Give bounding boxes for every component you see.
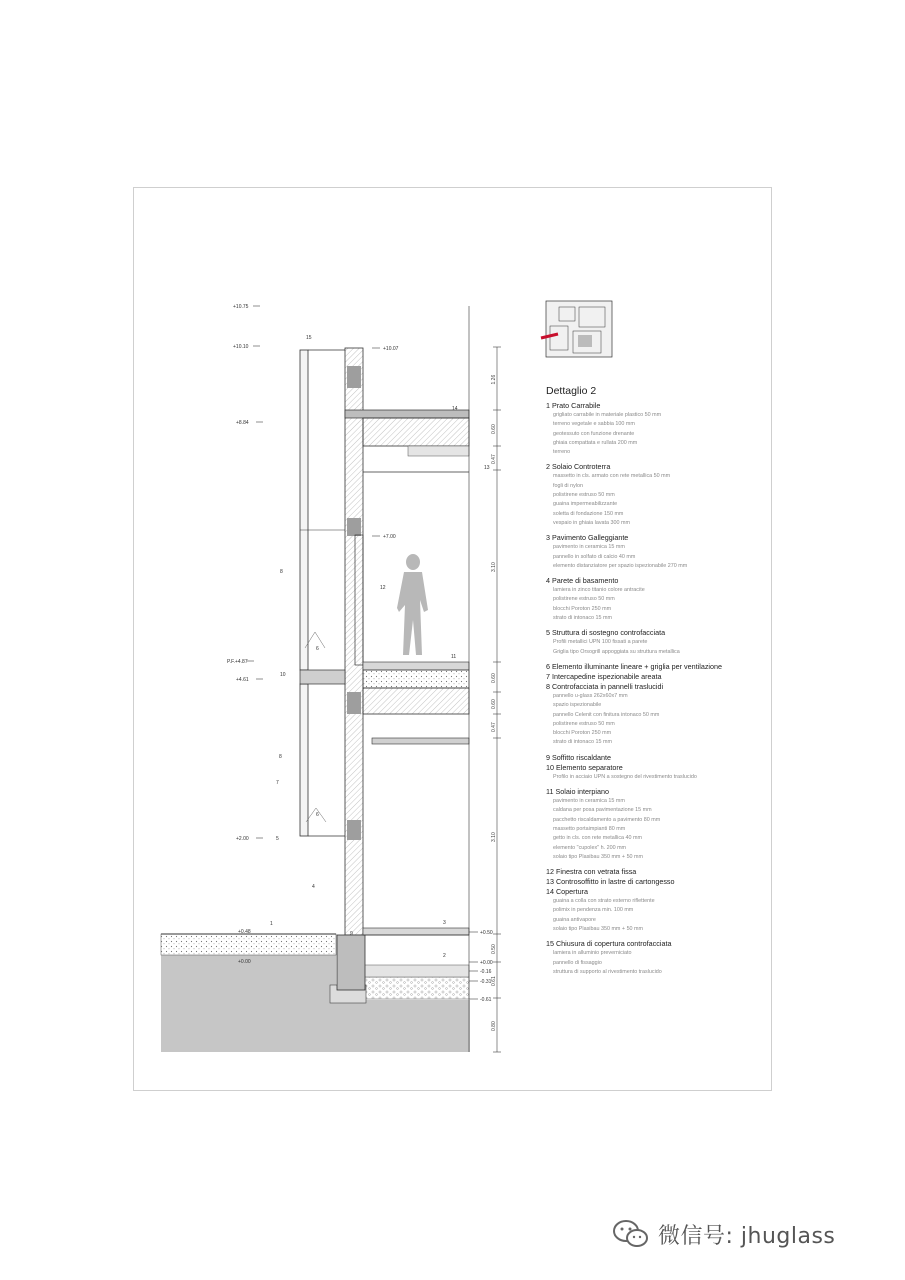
level-label: +0.48 bbox=[238, 929, 251, 935]
legend-item-detail: pavimento in ceramica 15 mm bbox=[553, 798, 625, 805]
watermark bbox=[612, 1214, 835, 1254]
legend-item-detail: massetto portaimpianti 80 mm bbox=[553, 825, 626, 832]
level-label: -0.61 bbox=[480, 997, 492, 1003]
level-label: +0.00 bbox=[238, 959, 251, 965]
level-label: -0.31 bbox=[480, 979, 492, 985]
level-label: +8.84 bbox=[236, 420, 249, 426]
legend-item bbox=[546, 401, 766, 462]
legend-item-detail: geotessuto con funzione drenante bbox=[553, 430, 635, 437]
level-label: P.F.+4.87 bbox=[227, 659, 248, 665]
level-label: +2.00 bbox=[236, 836, 249, 842]
legend-item-heading: 2 Solaio Controterra bbox=[546, 462, 611, 472]
legend-item-detail: getto in cls. con rete metallica 40 mm bbox=[553, 835, 642, 842]
legend-item-detail: terreno bbox=[553, 449, 571, 456]
callout-number: 7 bbox=[276, 780, 279, 786]
callout-number: 14 bbox=[452, 406, 458, 412]
legend bbox=[546, 385, 766, 982]
callout-number: 6 bbox=[316, 812, 319, 818]
legend-item-detail: terreno vegetale e sabbia 100 mm bbox=[553, 421, 635, 428]
legend-item-detail: ghiaia compattata e rullata 200 mm bbox=[553, 439, 638, 446]
callout-number: 6 bbox=[316, 646, 319, 652]
callout-number: 12 bbox=[380, 585, 386, 591]
legend-item-detail: massetto in cls. armato con rete metallica 50 mm bbox=[553, 473, 671, 480]
legend-item-heading: 7 Intercapedine ispezionabile areata bbox=[546, 671, 662, 681]
dimension-label: 3.10 bbox=[491, 832, 497, 842]
legend-item-detail: strato di intonaco 15 mm bbox=[553, 739, 613, 746]
wechat-icon bbox=[612, 1219, 650, 1249]
callout-number: 2 bbox=[443, 953, 446, 959]
legend-item bbox=[546, 753, 766, 763]
wall-section bbox=[337, 348, 365, 990]
legend-item-detail: elemento "cupolex" h. 200 mm bbox=[553, 844, 627, 851]
legend-item-detail: guaina impermeabilizzante bbox=[553, 501, 618, 508]
dimension-label: 0.60 bbox=[491, 424, 497, 434]
legend-item-detail: guaina antivapore bbox=[553, 916, 596, 923]
legend-item-heading: 3 Pavimento Galleggiante bbox=[546, 533, 629, 543]
level-label: +7.00 bbox=[383, 534, 396, 540]
legend-item bbox=[546, 939, 766, 982]
legend-item-heading: 12 Finestra con vetrata fissa bbox=[546, 867, 637, 877]
legend-item-detail: pannello in solfato di calcio 40 mm bbox=[553, 553, 636, 560]
legend-item-detail: polistirene estruso 50 mm bbox=[553, 492, 615, 499]
legend-item-detail: Profili metallici UPN 100 fissati a parete bbox=[553, 639, 648, 646]
legend-item-detail: lamiera in zinco titanio colore antracite bbox=[553, 587, 645, 594]
callout-number: 13 bbox=[484, 465, 490, 471]
legend-item-detail: polistirene estruso 50 mm bbox=[553, 596, 615, 603]
dimension-label: 0.60 bbox=[491, 673, 497, 683]
dimension-label: 0.60 bbox=[491, 699, 497, 709]
callout-number: 9 bbox=[350, 931, 353, 937]
callout-number: 8 bbox=[279, 754, 282, 760]
legend-item-detail: fogli di nylon bbox=[553, 482, 583, 489]
legend-item-detail: struttura di supporto al rivestimento traslucido bbox=[553, 968, 662, 975]
dimension-label: 1.26 bbox=[491, 374, 497, 385]
legend-item-detail: soletta di fondazione 150 mm bbox=[553, 510, 624, 517]
callout-number: 11 bbox=[451, 654, 457, 660]
legend-item-detail: lamiera in alluminio preverniciato bbox=[553, 950, 632, 957]
watermark-text: 微信号: jhuglass bbox=[658, 1223, 836, 1249]
callout-number: 4 bbox=[312, 884, 315, 890]
legend-item bbox=[546, 763, 766, 787]
legend-item bbox=[546, 672, 766, 682]
legend-item-detail: spazio ispezionabile bbox=[553, 702, 602, 709]
legend-item-detail: blocchi Poroton 250 mm bbox=[553, 730, 612, 737]
legend-item-detail: pannello u-glass 262x60x7 mm bbox=[553, 692, 628, 699]
legend-item-detail: pannello di fissaggio bbox=[553, 959, 602, 966]
dimension-label: 0.47 bbox=[491, 722, 497, 732]
legend-item-detail: polistirene estruso 50 mm bbox=[553, 720, 615, 727]
legend-items bbox=[546, 401, 766, 982]
ground-section bbox=[161, 934, 470, 1052]
legend-item-heading: 13 Controsoffitto in lastre di cartongesso bbox=[546, 877, 675, 887]
level-label: +4.61 bbox=[236, 677, 249, 683]
dimension-label: 0.80 bbox=[491, 1021, 497, 1031]
callout-number: 1 bbox=[270, 921, 273, 927]
legend-item-detail: vespaio in ghiaia lavata 300 mm bbox=[553, 519, 631, 526]
level-label: +10.07 bbox=[383, 346, 399, 352]
callout-number: 15 bbox=[306, 335, 312, 341]
person-silhouette-icon bbox=[397, 554, 428, 655]
legend-item-detail: elemento distanziatore per spazio ispezionabile 270 mm bbox=[553, 562, 688, 569]
legend-item bbox=[546, 867, 766, 877]
legend-item-detail: caldana per posa pavimentazione 15 mm bbox=[553, 807, 652, 814]
callout-number: 8 bbox=[280, 569, 283, 575]
legend-item-heading: 8 Controfacciata in pannelli traslucidi bbox=[546, 681, 664, 691]
dimension-label: 3.10 bbox=[491, 562, 497, 572]
callout-number: 3 bbox=[443, 920, 446, 926]
dimension-label: 0.61 bbox=[491, 976, 497, 986]
legend-item bbox=[546, 662, 766, 672]
legend-item bbox=[546, 877, 766, 887]
legend-item-detail: solaio tipo Plasibau 350 mm + 50 mm bbox=[553, 925, 644, 932]
level-label: -0.16 bbox=[480, 969, 492, 975]
legend-item bbox=[546, 628, 766, 662]
legend-item-heading: 9 Soffitto riscaldante bbox=[546, 752, 611, 762]
legend-title: Dettaglio 2 bbox=[546, 385, 597, 397]
callout-number: 10 bbox=[280, 672, 286, 678]
legend-item bbox=[546, 533, 766, 576]
legend-item-heading: 10 Elemento separatore bbox=[546, 762, 623, 772]
legend-item bbox=[546, 462, 766, 533]
legend-item-detail: strato di intonaco 15 mm bbox=[553, 615, 613, 622]
level-label: +10.10 bbox=[233, 344, 249, 350]
legend-item bbox=[546, 787, 766, 867]
legend-item-heading: 4 Parete di basamento bbox=[546, 576, 619, 586]
dimension-label: 0.47 bbox=[491, 454, 497, 464]
legend-item-heading: 5 Struttura di sostegno controfacciata bbox=[546, 628, 666, 638]
legend-item-detail: polimix in pendenza min. 100 mm bbox=[553, 907, 634, 914]
level-label: +0.50 bbox=[480, 930, 493, 936]
legend-item-heading: 14 Copertura bbox=[546, 887, 588, 897]
legend-item bbox=[546, 576, 766, 628]
level-label: +10.75 bbox=[233, 304, 249, 310]
key-plan bbox=[541, 301, 612, 357]
legend-item-heading: 1 Prato Carrabile bbox=[546, 401, 601, 410]
legend-item bbox=[546, 887, 766, 939]
legend-spacer bbox=[546, 977, 766, 982]
callout-number: 5 bbox=[276, 836, 279, 842]
legend-item-detail: guaina a colla con strato esterno riflettente bbox=[553, 898, 655, 905]
legend-item-heading: 6 Elemento illuminante lineare + griglia per ventilazione bbox=[546, 661, 722, 671]
legend-item-heading: 15 Chiusura di copertura controfacciata bbox=[546, 939, 672, 949]
legend-item-detail: Profilo in acciaio UPN a sostegno del rivestimento traslucido bbox=[553, 773, 697, 780]
dimension-label: 0.50 bbox=[491, 944, 497, 954]
legend-item-heading: 11 Solaio interpiano bbox=[546, 787, 610, 797]
level-label: +0.00 bbox=[480, 960, 493, 966]
legend-item-detail: blocchi Poroton 250 mm bbox=[553, 605, 612, 612]
legend-item-detail: pavimento in ceramica 15 mm bbox=[553, 544, 625, 551]
legend-item-detail: Griglia tipo Orsogrill appoggiata su struttura metallica bbox=[553, 648, 680, 655]
legend-item-detail: pannello Celenit con finitura intonaco 50 mm bbox=[553, 711, 660, 718]
legend-item-detail: solaio tipo Plasibau 350 mm + 50 mm bbox=[553, 853, 644, 860]
legend-item bbox=[546, 682, 766, 753]
legend-item-detail: grigliato carrabile in materiale plastico 50 mm bbox=[553, 412, 662, 418]
legend-item-detail: pacchetto riscaldamento a pavimento 80 mm bbox=[553, 816, 661, 823]
